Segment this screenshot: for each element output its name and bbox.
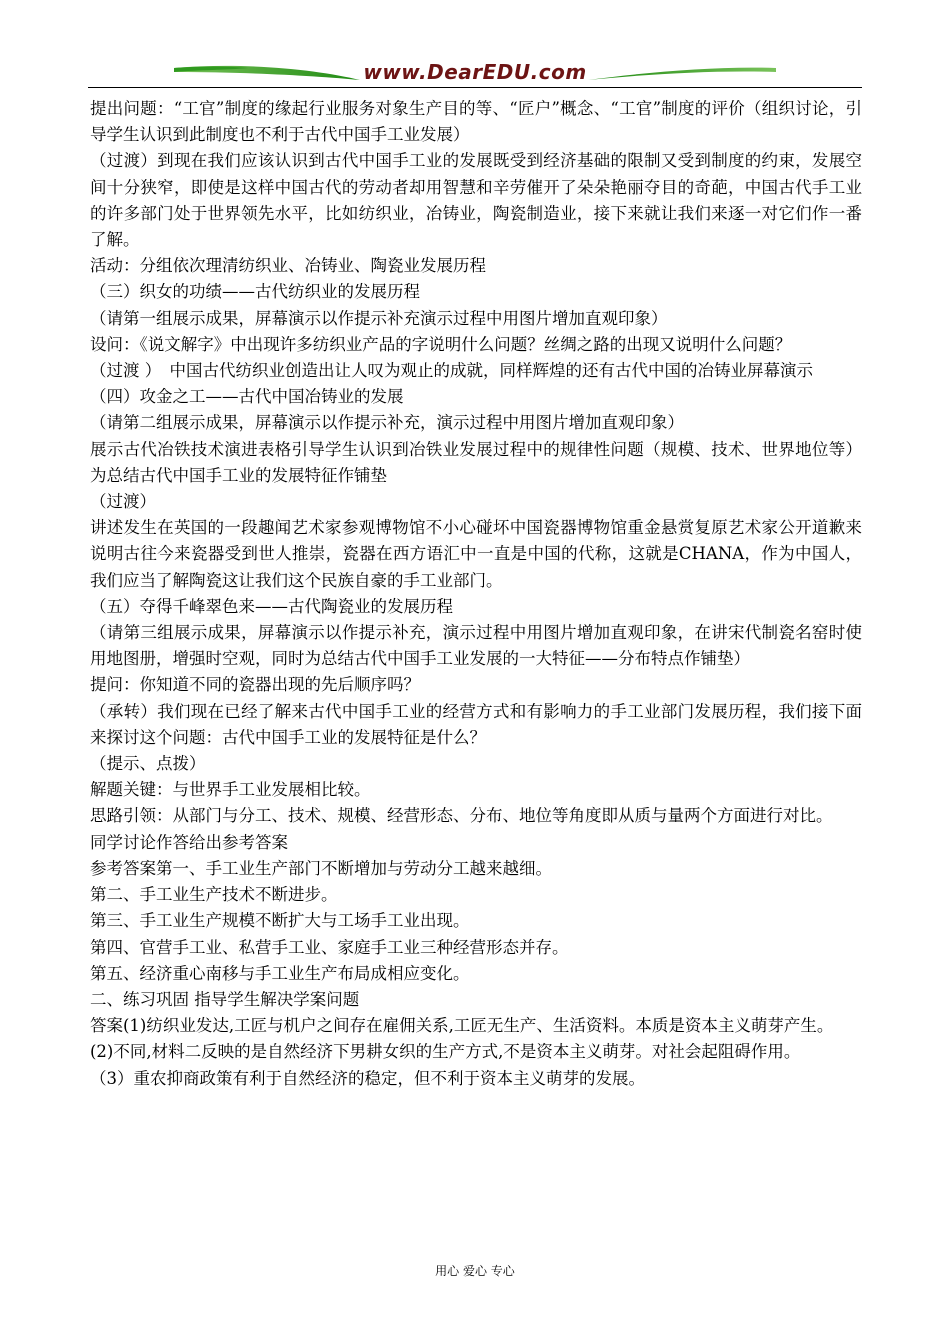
answer-item: 第三、手工业生产规模不断扩大与工场手工业出现。 [90,911,470,931]
answer-item: 第二、手工业生产技术不断进步。 [90,885,338,905]
paragraph: （承转）我们现在已经了解来古代中国手工业的经营方式和有影响力的手工业部门发展历程，我们接下面来探讨这个问题：古代中国手工业的发展特征是什么？ [90,701,862,747]
paragraph: （过渡）到现在我们应该认识到古代中国手工业的发展既受到经济基础的限制又受到制度的约束，发展空间十分狭窄，即使是这样中国古代的劳动者却用智慧和辛劳催开了朵朵艳丽夺目的奇葩，中国古代手工业的许多部门处于世界领先水平，比如纺织业，冶铸业，陶瓷制造业，接下来就让我们来逐一对它们作一番了解。 [90,151,862,250]
paragraph: 同学讨论作答给出参考答案 [90,832,288,852]
answer-item: (2)不同,材料二反映的是自然经济下男耕女织的生产方式,不是资本主义萌芽。对社会起阻碍作用。 [90,1042,801,1062]
paragraph: （过渡） [90,492,156,512]
paragraph: 设问：《说文解字》中出现许多纺织业产品的字说明什么问题？丝绸之路的出现又说明什么问题？ [90,334,792,354]
paragraph: （过渡 ） 中国古代纺织业创造出让人叹为观止的成就，同样辉煌的还有古代中国的冶铸业屏幕演示 [90,361,813,381]
paragraph: 思路引领：从部门与分工、技术、规模、经营形态、分布、地位等角度即从质与量两个方面进行对比。 [90,806,833,826]
paragraph: 活动：分组依次理清纺织业、冶铸业、陶瓷业发展历程 [90,256,486,276]
paragraph: 提出问题：“工官”制度的缘起行业服务对象生产目的等、“匠户”概念、“工官”制度的评价（组织讨论，引导学生认识到此制度也不利于古代中国手工业发展） [90,99,862,145]
section-heading: （四）攻金之工——古代中国冶铸业的发展 [90,387,404,407]
section-heading: 二、练习巩固 指导学生解决学案问题 [90,989,360,1009]
paragraph: （请第一组展示成果，屏幕演示以作提示补充演示过程中用图片增加直观印象） [90,308,668,328]
answer-item: 第五、经济重心南移与手工业生产布局成相应变化。 [90,963,470,983]
header-divider [88,87,862,88]
paragraph: 提问：你知道不同的瓷器出现的先后顺序吗？ [90,675,420,695]
section-heading: （三）织女的功绩——古代纺织业的发展历程 [90,282,420,302]
answer-item: 第四、官营手工业、私营手工业、家庭手工业三种经营形态并存。 [90,937,569,957]
paragraph: （请第三组展示成果，屏幕演示以作提示补充，演示过程中用图片增加直观印象，在讲宋代制瓷名窑时使用地图册，增强时空观，同时为总结古代中国手工业发展的一大特征——分布特点作铺垫） [90,623,862,669]
paragraph: 展示古代冶铁技术演进表格引导学生认识到冶铁业发展过程中的规律性问题（规模、技术、世界地位等）为总结古代中国手工业的发展特征作铺垫 [90,439,862,485]
answer-item: 参考答案第一、手工业生产部门不断增加与劳动分工越来越细。 [90,858,552,878]
paragraph: （提示、点拨） [90,754,206,774]
answer-item: （3）重农抑商政策有利于自然经济的稳定，但不利于资本主义萌芽的发展。 [90,1068,645,1088]
page-footer: 用心 爱心 专心 [435,1264,515,1278]
document-body [90,96,862,1092]
paragraph: 解题关键：与世界手工业发展相比较。 [90,780,371,800]
site-logo-text: www.DearEDU.com [363,60,587,84]
section-heading: （五）夺得千峰翠色来——古代陶瓷业的发展历程 [90,596,453,616]
answer-item: 答案(1)纺织业发达,工匠与机户之间存在雇佣关系,工匠无生产、生活资料。本质是资本主义萌芽产生。 [90,1016,834,1036]
paragraph: 讲述发生在英国的一段趣闻艺术家参观博物馆不小心碰坏中国瓷器博物馆重金悬赏复原艺术家公开道歉来说明古往今来瓷器受到世人推崇，瓷器在西方语汇中一直是中国的代称，这就是CHANA，作为中国人，我们应当了解陶瓷这让我们这个民族自豪的手工业部门。 [90,518,862,590]
paragraph: （请第二组展示成果，屏幕演示以作提示补充，演示过程中用图片增加直观印象） [90,413,684,433]
